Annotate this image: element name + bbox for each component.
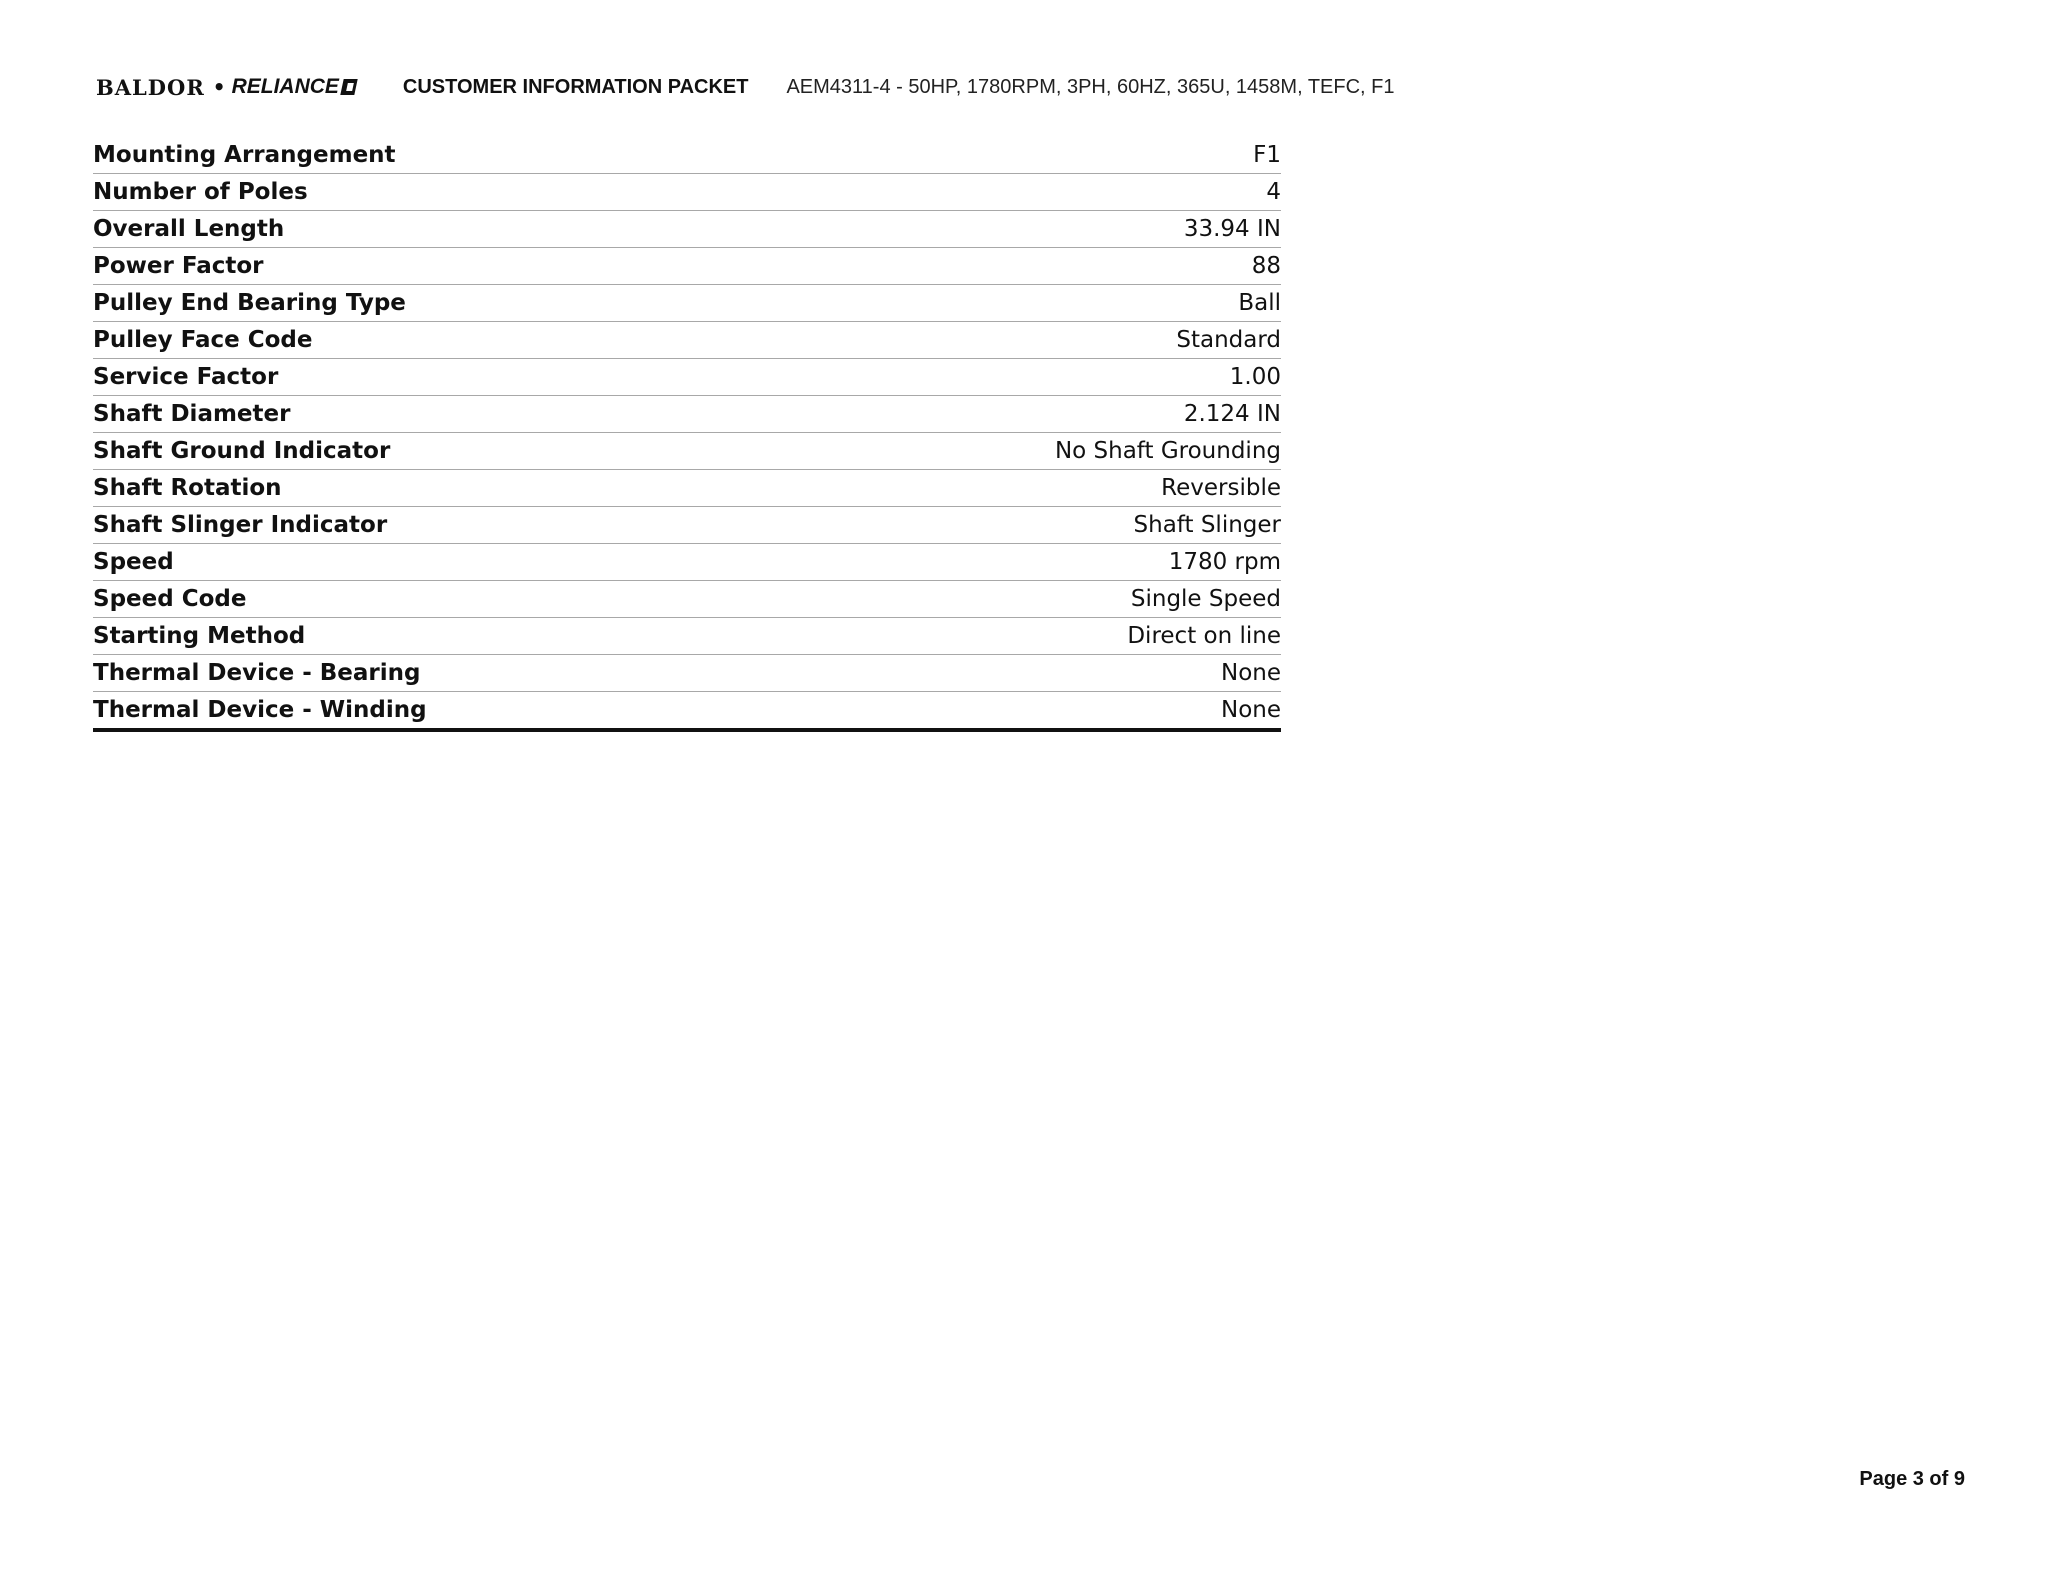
spec-value: 2.124 IN bbox=[801, 396, 1281, 433]
spec-label: Service Factor bbox=[93, 359, 801, 396]
reliance-mark-icon bbox=[340, 79, 357, 95]
table-row bbox=[93, 396, 1281, 433]
spec-value: Ball bbox=[801, 285, 1281, 322]
spec-value: None bbox=[801, 655, 1281, 692]
spec-label: Number of Poles bbox=[93, 174, 801, 211]
packet-title: CUSTOMER INFORMATION PACKET bbox=[402, 75, 749, 98]
spec-label: Speed Code bbox=[93, 581, 801, 618]
spec-value: None bbox=[801, 692, 1281, 731]
spec-label: Shaft Rotation bbox=[93, 470, 801, 507]
spec-label: Shaft Diameter bbox=[93, 396, 801, 433]
spec-label: Mounting Arrangement bbox=[93, 137, 801, 174]
spec-value: Shaft Slinger bbox=[801, 507, 1281, 544]
spec-value: 88 bbox=[801, 248, 1281, 285]
spec-value: Single Speed bbox=[801, 581, 1281, 618]
spec-label: Shaft Ground Indicator bbox=[93, 433, 801, 470]
spec-label: Power Factor bbox=[93, 248, 801, 285]
table-row bbox=[93, 285, 1281, 322]
logo-separator: • bbox=[212, 75, 226, 99]
spec-label: Pulley Face Code bbox=[93, 322, 801, 359]
page-number: Page 3 of 9 bbox=[1859, 1468, 1965, 1490]
model-description: AEM4311-4 - 50HP, 1780RPM, 3PH, 60HZ, 365U, 1458M, TEFC, F1 bbox=[786, 75, 1395, 98]
table-row bbox=[93, 211, 1281, 248]
table-row bbox=[93, 692, 1281, 731]
table-row bbox=[93, 359, 1281, 396]
spec-value: Direct on line bbox=[801, 618, 1281, 655]
page-header bbox=[96, 72, 1395, 102]
table-row bbox=[93, 655, 1281, 692]
spec-value: 1.00 bbox=[801, 359, 1281, 396]
logo-reliance-text: RELIANCE bbox=[231, 75, 339, 98]
spec-value: No Shaft Grounding bbox=[801, 433, 1281, 470]
spec-value: 33.94 IN bbox=[801, 211, 1281, 248]
table-row bbox=[93, 174, 1281, 211]
spec-value: Standard bbox=[801, 322, 1281, 359]
spec-label: Thermal Device - Bearing bbox=[93, 655, 801, 692]
spec-value: 1780 rpm bbox=[801, 544, 1281, 581]
table-row bbox=[93, 618, 1281, 655]
table-row bbox=[93, 137, 1281, 174]
spec-label: Pulley End Bearing Type bbox=[93, 285, 801, 322]
table-row bbox=[93, 507, 1281, 544]
table-row bbox=[93, 322, 1281, 359]
spec-label: Starting Method bbox=[93, 618, 801, 655]
logo-baldor-text: BALDOR bbox=[96, 74, 205, 100]
spec-label: Speed bbox=[93, 544, 801, 581]
table-row bbox=[93, 248, 1281, 285]
spec-label: Shaft Slinger Indicator bbox=[93, 507, 801, 544]
spec-value: Reversible bbox=[801, 470, 1281, 507]
table-row bbox=[93, 433, 1281, 470]
table-row bbox=[93, 544, 1281, 581]
spec-value: F1 bbox=[801, 137, 1281, 174]
table-row bbox=[93, 470, 1281, 507]
table-row bbox=[93, 581, 1281, 618]
spec-table bbox=[93, 137, 1281, 732]
spec-label: Overall Length bbox=[93, 211, 801, 248]
spec-label: Thermal Device - Winding bbox=[93, 692, 801, 731]
baldor-reliance-logo bbox=[96, 72, 356, 102]
spec-value: 4 bbox=[801, 174, 1281, 211]
